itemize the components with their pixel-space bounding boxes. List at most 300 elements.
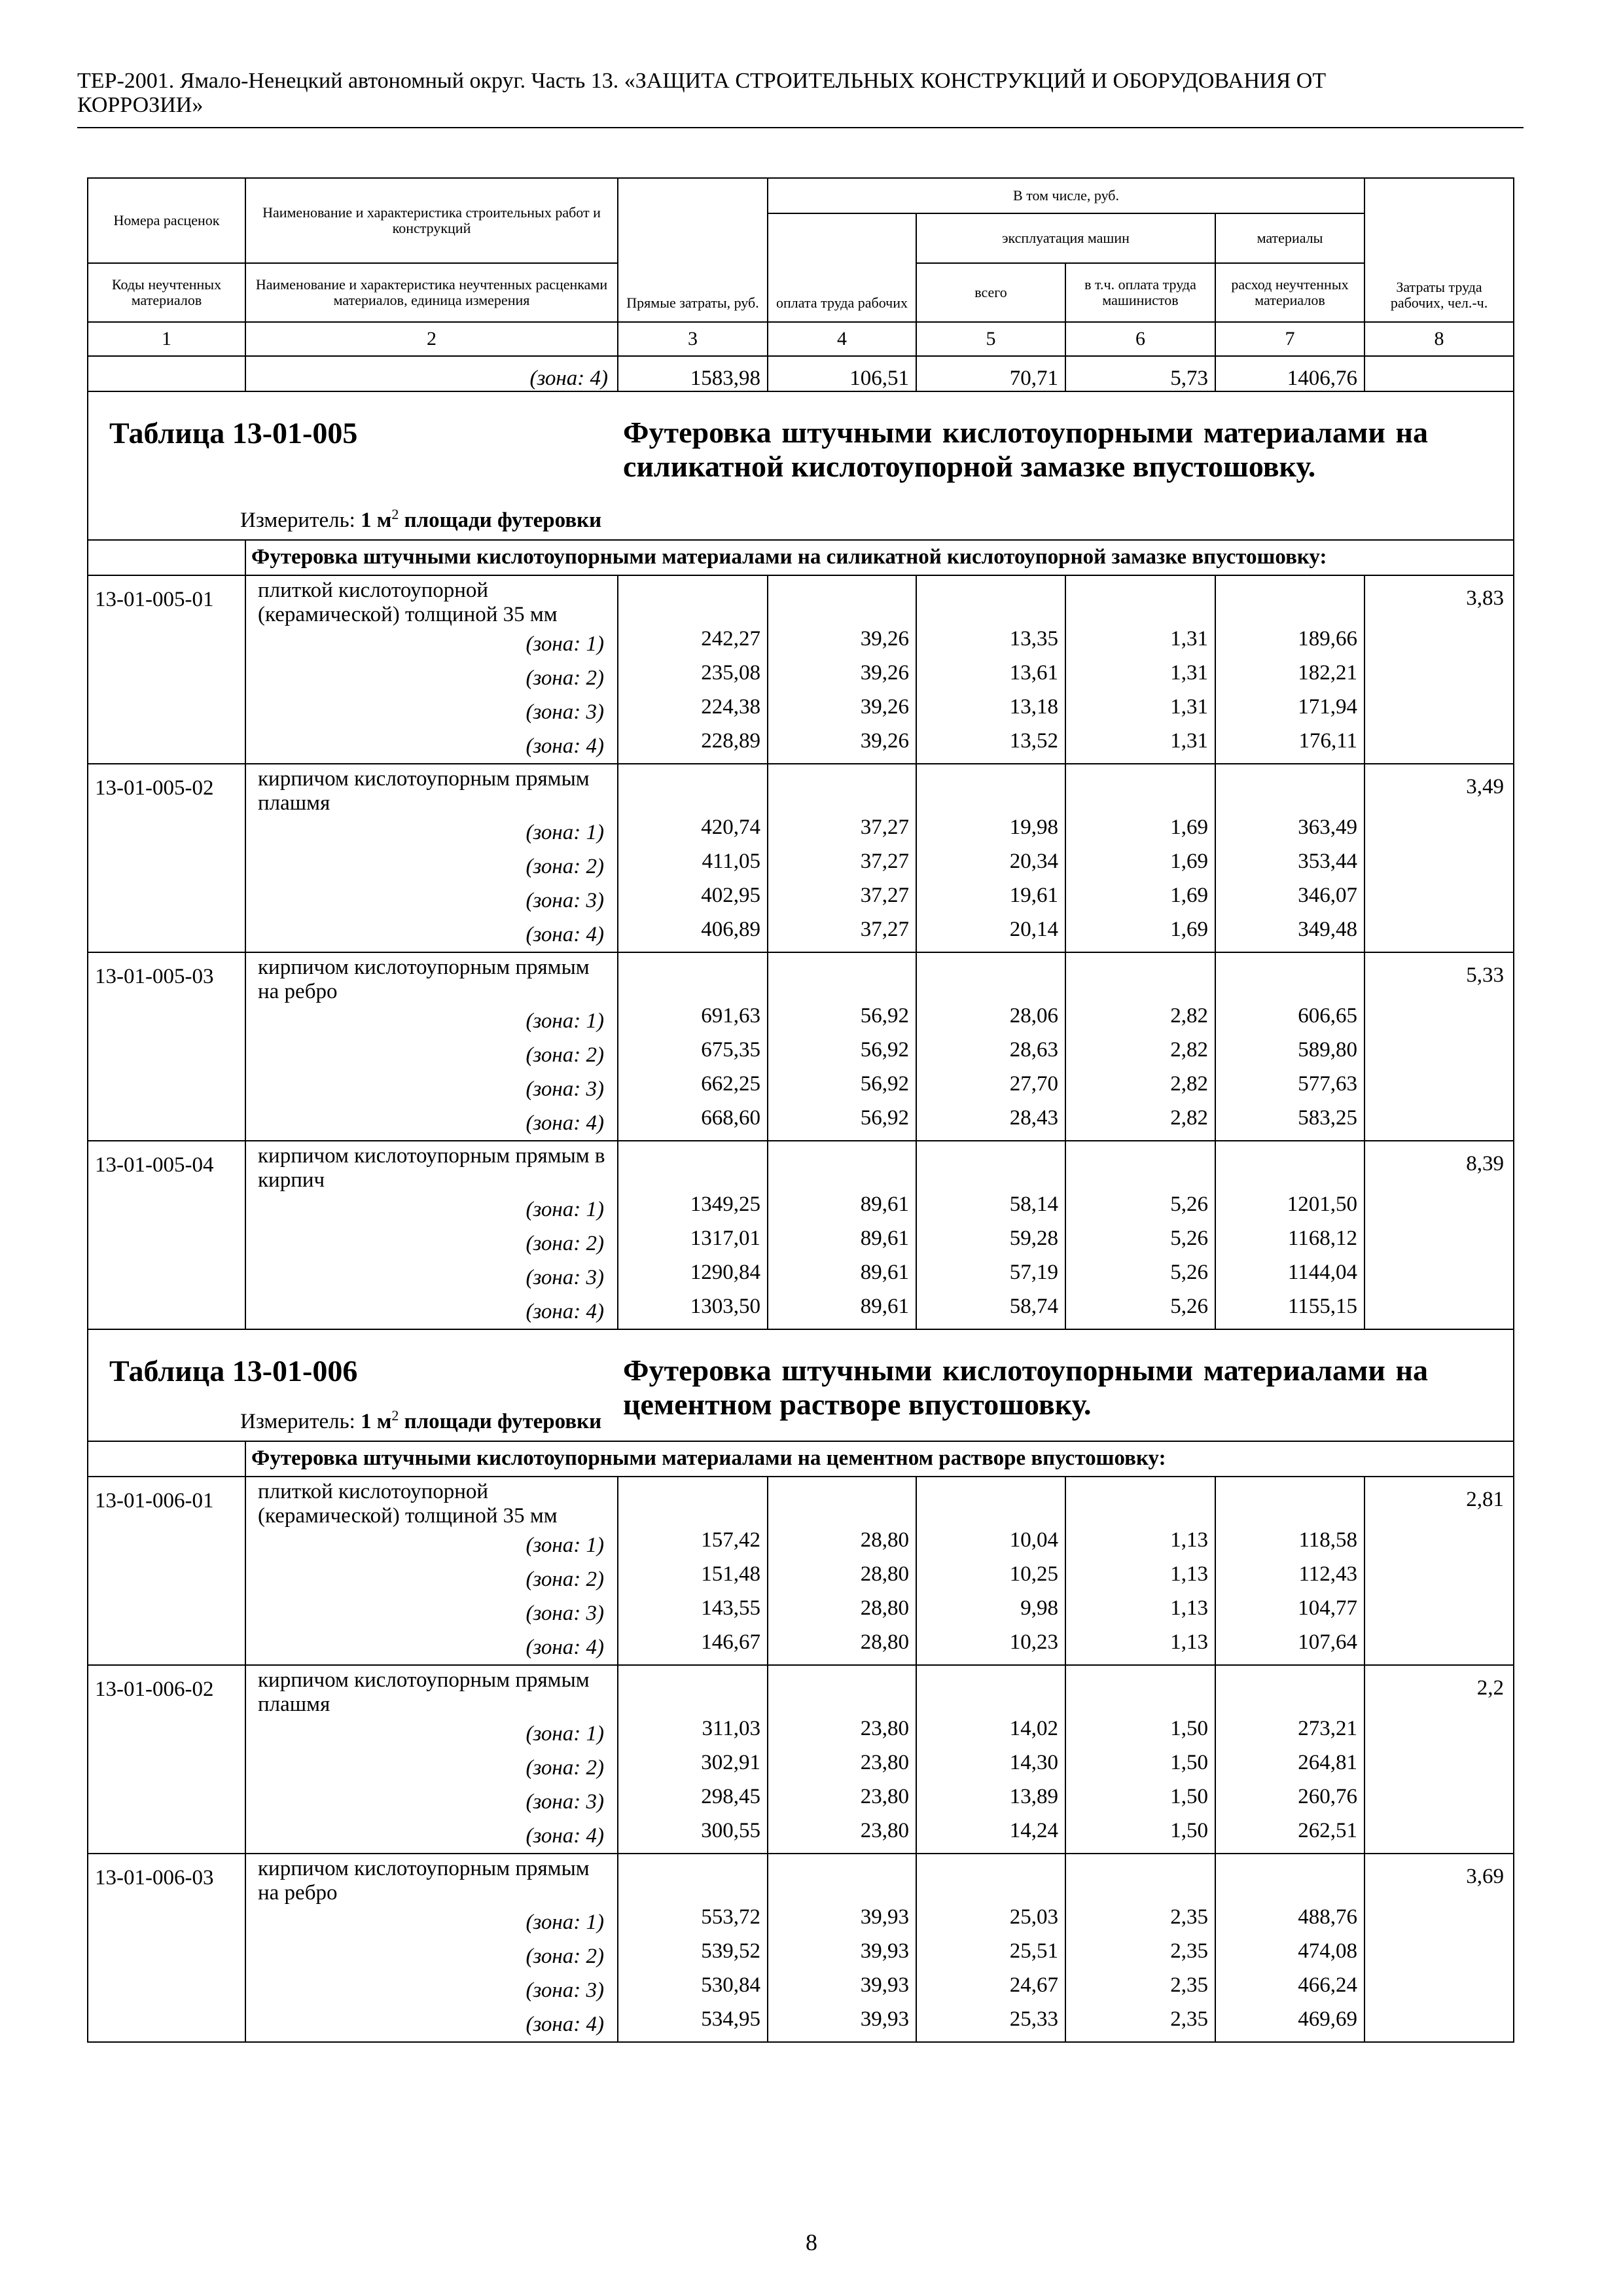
zone-label: (зона: 2) [526,1945,604,1968]
rate-name [245,575,618,764]
value-column [618,952,768,1141]
spacer [1066,1477,1208,1523]
zone-value: 28,80 [860,1630,909,1654]
direct-cost: 1583,98 [618,356,768,391]
group-title: Футеровка штучными кислотоупорными материалами на цементном растворе впустошовку: [245,1441,1514,1477]
zone-value: 1303,50 [690,1295,760,1318]
zone-value: 59,28 [1009,1227,1058,1250]
labor-cost: 2,2 [1364,1665,1514,1854]
labor-cost: 3,83 [1364,575,1514,764]
zone-value: 39,93 [860,2007,909,2031]
spacer [768,953,909,999]
zone-value: 1,69 [1170,884,1208,907]
value-column [768,1477,916,1665]
group-title: Футеровка штучными кислотоупорными материалами на силикатной кислотоупорной замазке впустошовку: [245,540,1514,575]
zone-label: (зона: 1) [526,1009,604,1033]
zone-value: 20,14 [1009,918,1058,941]
zone-value: 19,98 [1009,816,1058,839]
zone-value: 23,80 [860,1751,909,1774]
zone-value: 606,65 [1298,1004,1358,1028]
column-numbers-row [88,322,1514,356]
spacer [768,1477,909,1523]
value-column [916,1665,1065,1854]
spacer [768,764,909,810]
spacer [1066,1141,1208,1187]
zone-label: (зона: 4) [526,1300,604,1323]
zone-label: (зона: 2) [526,666,604,690]
zone-label: (зона: 4) [526,1636,604,1659]
zone-value: 58,14 [1009,1193,1058,1216]
zone-value: 1144,04 [1288,1261,1358,1284]
zone-value: 262,51 [1298,1819,1358,1842]
value-column [916,575,1065,764]
zone-label: (зона: 4) [245,356,618,391]
rate-name-text: кирпичом кислотоупорным прямым на ребро [258,1857,590,1905]
zone-value: 349,48 [1298,918,1358,941]
value-column [768,952,916,1141]
table-title: Футеровка штучными кислотоупорными материалами на цементном растворе впустошовку. [623,1354,1428,1421]
zone-value: 14,24 [1009,1819,1058,1842]
value-column [1215,1477,1364,1665]
machinist-pay: 5,73 [1065,356,1215,391]
zone-value: 1,13 [1170,1528,1208,1552]
zone-value: 411,05 [702,850,760,873]
zone-value: 157,42 [701,1528,760,1552]
table-row [88,1854,1514,2042]
measure-rest: площади футеровки [399,1410,602,1433]
zone-value: 406,89 [701,918,760,941]
zone-value: 1,31 [1170,661,1208,685]
zone-value: 9,98 [1020,1596,1058,1620]
col5-header: всего [916,263,1065,322]
spacer [1216,576,1357,622]
zone-value: 675,35 [701,1038,760,1062]
group-row [88,1441,1514,1477]
zone-value: 1,31 [1170,627,1208,651]
group-row [88,540,1514,575]
header-rule [77,127,1524,128]
zone-value: 25,51 [1009,1939,1058,1963]
measure-sup: 2 [391,1407,399,1424]
rate-code: 13-01-006-03 [88,1854,245,2042]
spacer [1216,1666,1357,1712]
zone-label: (зона: 1) [526,1534,604,1557]
spacer [1216,953,1357,999]
zone-value: 28,06 [1009,1004,1058,1028]
measure-prefix: Измеритель: [240,509,361,532]
labor-cost: 2,81 [1364,1477,1514,1665]
materials-cost: 1406,76 [1215,356,1364,391]
zone-value: 23,80 [860,1717,909,1740]
zone-value: 151,48 [701,1562,760,1586]
zone-value: 14,02 [1009,1717,1058,1740]
rate-name-text: кирпичом кислотоупорным прямым плашмя [258,767,590,815]
zone-label: (зона: 2) [526,1568,604,1591]
value-column [1215,1141,1364,1329]
labor-cost: 3,69 [1364,1854,1514,2042]
zone-value: 13,18 [1009,695,1058,719]
zone-value: 662,25 [701,1072,760,1096]
column-number: 2 [245,322,618,356]
zone-value: 39,93 [860,1973,909,1997]
zone-value: 1,13 [1170,1596,1208,1620]
zone-value: 20,34 [1009,850,1058,873]
spacer [917,1854,1058,1900]
carryover-row [88,356,1514,391]
rate-code: 13-01-006-01 [88,1477,245,1665]
spacer [768,576,909,622]
value-column [1215,575,1364,764]
zone-value: 311,03 [702,1717,760,1740]
measure-value: 1 м [361,509,392,532]
zone-value: 2,82 [1170,1072,1208,1096]
rate-name [245,1141,618,1329]
zone-value: 189,66 [1298,627,1358,651]
zone-value: 37,27 [860,884,909,907]
table-row [88,575,1514,764]
zone-value: 5,26 [1170,1261,1208,1284]
zone-value: 2,82 [1170,1038,1208,1062]
zone-value: 182,21 [1298,661,1358,685]
labor-pay: 106,51 [768,356,916,391]
col8-header: Затраты труда рабочих, чел.-ч. [1364,178,1514,322]
zone-label: (зона: 2) [526,855,604,878]
zone-value: 402,95 [701,884,760,907]
value-column [1065,952,1215,1141]
spacer [618,1141,760,1187]
spacer [1066,1666,1208,1712]
table-heading-row [88,391,1514,540]
zone-value: 5,26 [1170,1295,1208,1318]
zone-value: 1317,01 [690,1227,760,1250]
zone-value: 235,08 [701,661,760,685]
zone-value: 143,55 [701,1596,760,1620]
zone-label: (зона: 3) [526,1602,604,1625]
zone-value: 1290,84 [690,1261,760,1284]
value-column [1215,764,1364,952]
value-column [916,1477,1065,1665]
value-column [768,764,916,952]
zone-value: 273,21 [1298,1717,1358,1740]
spacer [618,1477,760,1523]
zone-label: (зона: 4) [526,1824,604,1848]
zone-value: 112,43 [1298,1562,1358,1586]
table-row [88,1477,1514,1665]
value-column [768,1141,916,1329]
zone-value: 37,27 [860,816,909,839]
zone-value: 57,19 [1009,1261,1058,1284]
value-column [1215,1665,1364,1854]
zone-value: 1,50 [1170,1751,1208,1774]
zone-value: 13,35 [1009,627,1058,651]
labor-cost: 8,39 [1364,1141,1514,1329]
zone-value: 13,61 [1009,661,1058,685]
spacer [618,953,760,999]
zone-label: (зона: 2) [526,1043,604,1067]
zone-value: 1349,25 [690,1193,760,1216]
labor-cost: 5,33 [1364,952,1514,1141]
zone-label: (зона: 1) [526,1722,604,1746]
zone-value: 1,31 [1170,695,1208,719]
zone-value: 25,03 [1009,1905,1058,1929]
zone-label: (зона: 1) [526,1910,604,1934]
zone-value: 2,35 [1170,2007,1208,2031]
value-column [768,575,916,764]
zone-label: (зона: 4) [526,734,604,758]
zone-value: 28,43 [1009,1106,1058,1130]
value-column [618,575,768,764]
zone-label: (зона: 1) [526,632,604,656]
zone-value: 13,89 [1009,1785,1058,1808]
column-number: 4 [768,322,916,356]
rate-name-text: плиткой кислотоупорной (керамической) толщиной 35 мм [258,1480,558,1528]
zone-value: 1,13 [1170,1562,1208,1586]
value-column [1215,1854,1364,2042]
zone-label: (зона: 3) [526,700,604,724]
zone-value: 2,35 [1170,1905,1208,1929]
machines-header: эксплуатация машин [916,213,1215,263]
col4-header: оплата труда рабочих [768,213,916,322]
zone-value: 56,92 [860,1004,909,1028]
column-number: 8 [1364,322,1514,356]
zone-value: 264,81 [1298,1751,1358,1774]
zone-label: (зона: 3) [526,889,604,912]
table-id: Таблица 13-01-005 [109,416,358,450]
spacer [1066,764,1208,810]
table-row [88,764,1514,952]
value-column [916,1141,1065,1329]
zone-value: 1201,50 [1287,1193,1358,1216]
zone-value: 539,52 [701,1939,760,1963]
column-number: 5 [916,322,1065,356]
zone-value: 2,82 [1170,1004,1208,1028]
zone-value: 13,52 [1009,729,1058,753]
rate-code: 13-01-005-03 [88,952,245,1141]
zone-value: 530,84 [701,1973,760,1997]
value-column [768,1665,916,1854]
spacer [618,1854,760,1900]
zone-value: 1,31 [1170,729,1208,753]
zone-value: 2,35 [1170,1973,1208,1997]
zone-value: 302,91 [701,1751,760,1774]
spacer [1066,1854,1208,1900]
zone-value: 1,69 [1170,816,1208,839]
zone-value: 534,95 [701,2007,760,2031]
measure-value: 1 м [361,1410,392,1433]
zone-value: 56,92 [860,1106,909,1130]
measure-rest: площади футеровки [399,509,602,532]
zone-value: 23,80 [860,1819,909,1842]
rate-name-text: кирпичом кислотоупорным прямым в кирпич [258,1144,605,1192]
zone-value: 23,80 [860,1785,909,1808]
zone-value: 89,61 [860,1295,909,1318]
zone-value: 39,93 [860,1939,909,1963]
zone-value: 469,69 [1298,2007,1358,2031]
rate-name [245,952,618,1141]
zone-label: (зона: 1) [526,821,604,844]
zone-value: 583,25 [1298,1106,1358,1130]
table-row [88,1665,1514,1854]
zone-value: 10,04 [1009,1528,1058,1552]
spacer [768,1666,909,1712]
zone-value: 104,77 [1298,1596,1358,1620]
zone-value: 474,08 [1298,1939,1358,1963]
column-number: 3 [618,322,768,356]
zone-label: (зона: 1) [526,1198,604,1221]
rate-code: 13-01-005-04 [88,1141,245,1329]
zone-value: 28,63 [1009,1038,1058,1062]
zone-value: 89,61 [860,1227,909,1250]
zone-value: 146,67 [701,1630,760,1654]
rate-name [245,764,618,952]
value-column [618,1477,768,1665]
zone-value: 171,94 [1298,695,1358,719]
header-line-2: КОРРОЗИИ» [77,93,204,117]
value-column [1065,1665,1215,1854]
column-number: 6 [1065,322,1215,356]
col6-header: в т.ч. оплата труда машинистов [1065,263,1215,322]
value-column [916,952,1065,1141]
rate-name [245,1854,618,2042]
zone-value: 27,70 [1009,1072,1058,1096]
rates-table [87,177,1514,2043]
zone-value: 28,80 [860,1596,909,1620]
value-column [618,1854,768,2042]
spacer [618,764,760,810]
rate-name [245,1665,618,1854]
col7-header: расход неучтенных материалов [1215,263,1364,322]
spacer [917,953,1058,999]
spacer [917,764,1058,810]
zone-value: 2,82 [1170,1106,1208,1130]
page-header [77,69,1524,117]
zone-label: (зона: 3) [526,1266,604,1289]
spacer [917,576,1058,622]
rate-code: 13-01-006-02 [88,1665,245,1854]
spacer [618,576,760,622]
materials-header: материалы [1215,213,1364,263]
zone-label: (зона: 2) [526,1232,604,1255]
table-row [88,1141,1514,1329]
rate-name [245,1477,618,1665]
zone-value: 420,74 [701,816,760,839]
zone-value: 228,89 [701,729,760,753]
spacer [1066,953,1208,999]
zone-value: 691,63 [701,1004,760,1028]
zone-value: 488,76 [1298,1905,1358,1929]
value-column [916,764,1065,952]
measure-unit [88,506,1513,539]
zone-value: 28,80 [860,1528,909,1552]
page-number: 8 [806,2229,817,2255]
col2-header-bottom: Наименование и характеристика неучтенных расценками материалов, единица измерения [245,263,618,322]
spacer [1216,1141,1357,1187]
zone-value: 1155,15 [1288,1295,1358,1318]
value-column [1065,1477,1215,1665]
zone-value: 5,26 [1170,1193,1208,1216]
zone-value: 260,76 [1298,1785,1358,1808]
zone-value: 24,67 [1009,1973,1058,1997]
zone-value: 300,55 [701,1819,760,1842]
zone-value: 577,63 [1298,1072,1358,1096]
spacer [917,1141,1058,1187]
zone-value: 89,61 [860,1261,909,1284]
spacer [1216,1477,1357,1523]
zone-label: (зона: 3) [526,1077,604,1101]
zone-value: 1,50 [1170,1717,1208,1740]
zone-value: 56,92 [860,1072,909,1096]
zone-value: 1,50 [1170,1819,1208,1842]
value-column [1215,952,1364,1141]
zone-value: 25,33 [1009,2007,1058,2031]
zone-value: 39,93 [860,1905,909,1929]
zone-value: 224,38 [701,695,760,719]
spacer [768,1854,909,1900]
table-title: Футеровка штучными кислотоупорными материалами на силикатной кислотоупорной замазке впустошовку. [623,416,1428,483]
table-heading-row [88,1329,1514,1441]
zone-label: (зона: 4) [526,1111,604,1135]
zone-value: 39,26 [860,729,909,753]
zone-value: 58,74 [1009,1295,1058,1318]
value-column [618,1665,768,1854]
zone-value: 466,24 [1298,1973,1358,1997]
zone-value: 298,45 [701,1785,760,1808]
value-column [1065,764,1215,952]
rate-code: 13-01-005-02 [88,764,245,952]
value-column [1065,1854,1215,2042]
zone-value: 19,61 [1009,884,1058,907]
zone-value: 89,61 [860,1193,909,1216]
rate-name-text: кирпичом кислотоупорным прямым плашмя [258,1668,590,1716]
zone-label: (зона: 3) [526,1790,604,1814]
spacer [1216,764,1357,810]
zone-value: 1,69 [1170,918,1208,941]
zone-value: 37,27 [860,918,909,941]
value-column [916,1854,1065,2042]
col1-header-top: Номера расценок [88,178,245,263]
zone-value: 10,25 [1009,1562,1058,1586]
zone-value: 176,11 [1298,729,1358,753]
zone-value: 10,23 [1009,1630,1058,1654]
zone-value: 14,30 [1009,1751,1058,1774]
zone-value: 553,72 [701,1905,760,1929]
zone-value: 668,60 [701,1106,760,1130]
labor-cost: 3,49 [1364,764,1514,952]
rate-name-text: кирпичом кислотоупорным прямым на ребро [258,956,590,1003]
zone-value: 1,13 [1170,1630,1208,1654]
spacer [917,1666,1058,1712]
spacer [618,1666,760,1712]
zone-value: 39,26 [860,661,909,685]
zone-value: 37,27 [860,850,909,873]
measure-prefix: Измеритель: [240,1410,361,1433]
zone-value: 1,69 [1170,850,1208,873]
column-number: 1 [88,322,245,356]
zone-value: 5,26 [1170,1227,1208,1250]
zone-value: 353,44 [1298,850,1358,873]
machines-total: 70,71 [916,356,1065,391]
value-column [618,764,768,952]
spacer [917,1477,1058,1523]
spacer [1066,576,1208,622]
table-id: Таблица 13-01-006 [109,1354,358,1388]
zone-value: 28,80 [860,1562,909,1586]
rate-name-text: плиткой кислотоупорной (керамической) толщиной 35 мм [258,579,558,626]
zone-value: 346,07 [1298,884,1358,907]
zone-value: 1,50 [1170,1785,1208,1808]
zone-value: 363,49 [1298,816,1358,839]
value-column [768,1854,916,2042]
